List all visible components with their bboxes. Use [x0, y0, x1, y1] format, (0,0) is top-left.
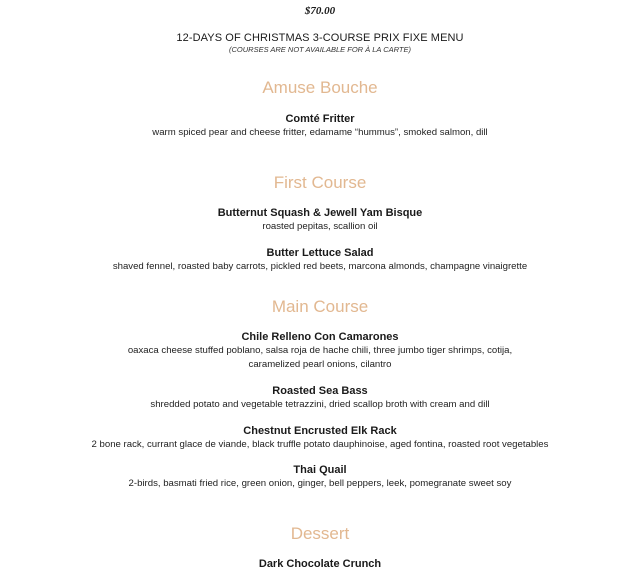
dish-name-chile-relleno: Chile Relleno Con Camarones: [241, 331, 399, 343]
dish-name-thai-quail: Thai Quail: [293, 464, 347, 476]
menu-price: $70.00: [304, 5, 336, 17]
section-heading-main-course: Main Course: [271, 297, 369, 316]
section-heading-first-course: First Course: [273, 173, 367, 192]
dish-desc-roasted-sea-bass: shredded potato and vegetable tetrazzini, dried scallop broth with cream and dill: [150, 399, 490, 410]
dish-name-butter-lettuce-salad: Butter Lettuce Salad: [266, 247, 374, 259]
menu-title: 12-DAYS OF CHRISTMAS 3-COURSE PRIX FIXE MENU: [176, 32, 464, 44]
menu-note: (COURSES ARE NOT AVAILABLE FOR À LA CARTE): [229, 45, 411, 54]
dish-desc-butter-lettuce-salad: shaved fennel, roasted baby carrots, pickled red beets, marcona almonds, champagne vinaigrette: [112, 261, 528, 272]
dish-desc-elk-rack: 2 bone rack, currant glace de viande, black truffle potato dauphinoise, aged fontina, roasted root vegetables: [91, 439, 549, 450]
dish-name-roasted-sea-bass: Roasted Sea Bass: [272, 385, 368, 397]
section-heading-dessert: Dessert: [290, 524, 350, 543]
dish-desc-chile-relleno: oaxaca cheese stuffed poblano, salsa roja de hache chili, three jumbo tiger shrimps, cotija,: [127, 345, 513, 356]
dish-name-elk-rack: Chestnut Encrusted Elk Rack: [243, 425, 397, 437]
section-heading-amuse-bouche: Amuse Bouche: [262, 78, 378, 97]
dish-name-bisque: Butternut Squash & Jewell Yam Bisque: [217, 207, 423, 219]
dish-desc-chile-relleno-line2: caramelized pearl onions, cilantro: [248, 359, 392, 370]
dish-desc-thai-quail: 2-birds, basmati fried rice, green onion, ginger, bell peppers, leek, pomegranate sweet soy: [128, 478, 512, 489]
dish-desc-comte-fritter: warm spiced pear and cheese fritter, edamame “hummus”, smoked salmon, dill: [152, 127, 488, 138]
dish-name-comte-fritter: Comté Fritter: [285, 113, 355, 125]
dish-name-dark-chocolate-crunch: Dark Chocolate Crunch: [258, 558, 382, 570]
dish-desc-bisque: roasted pepitas, scallion oil: [262, 221, 378, 232]
